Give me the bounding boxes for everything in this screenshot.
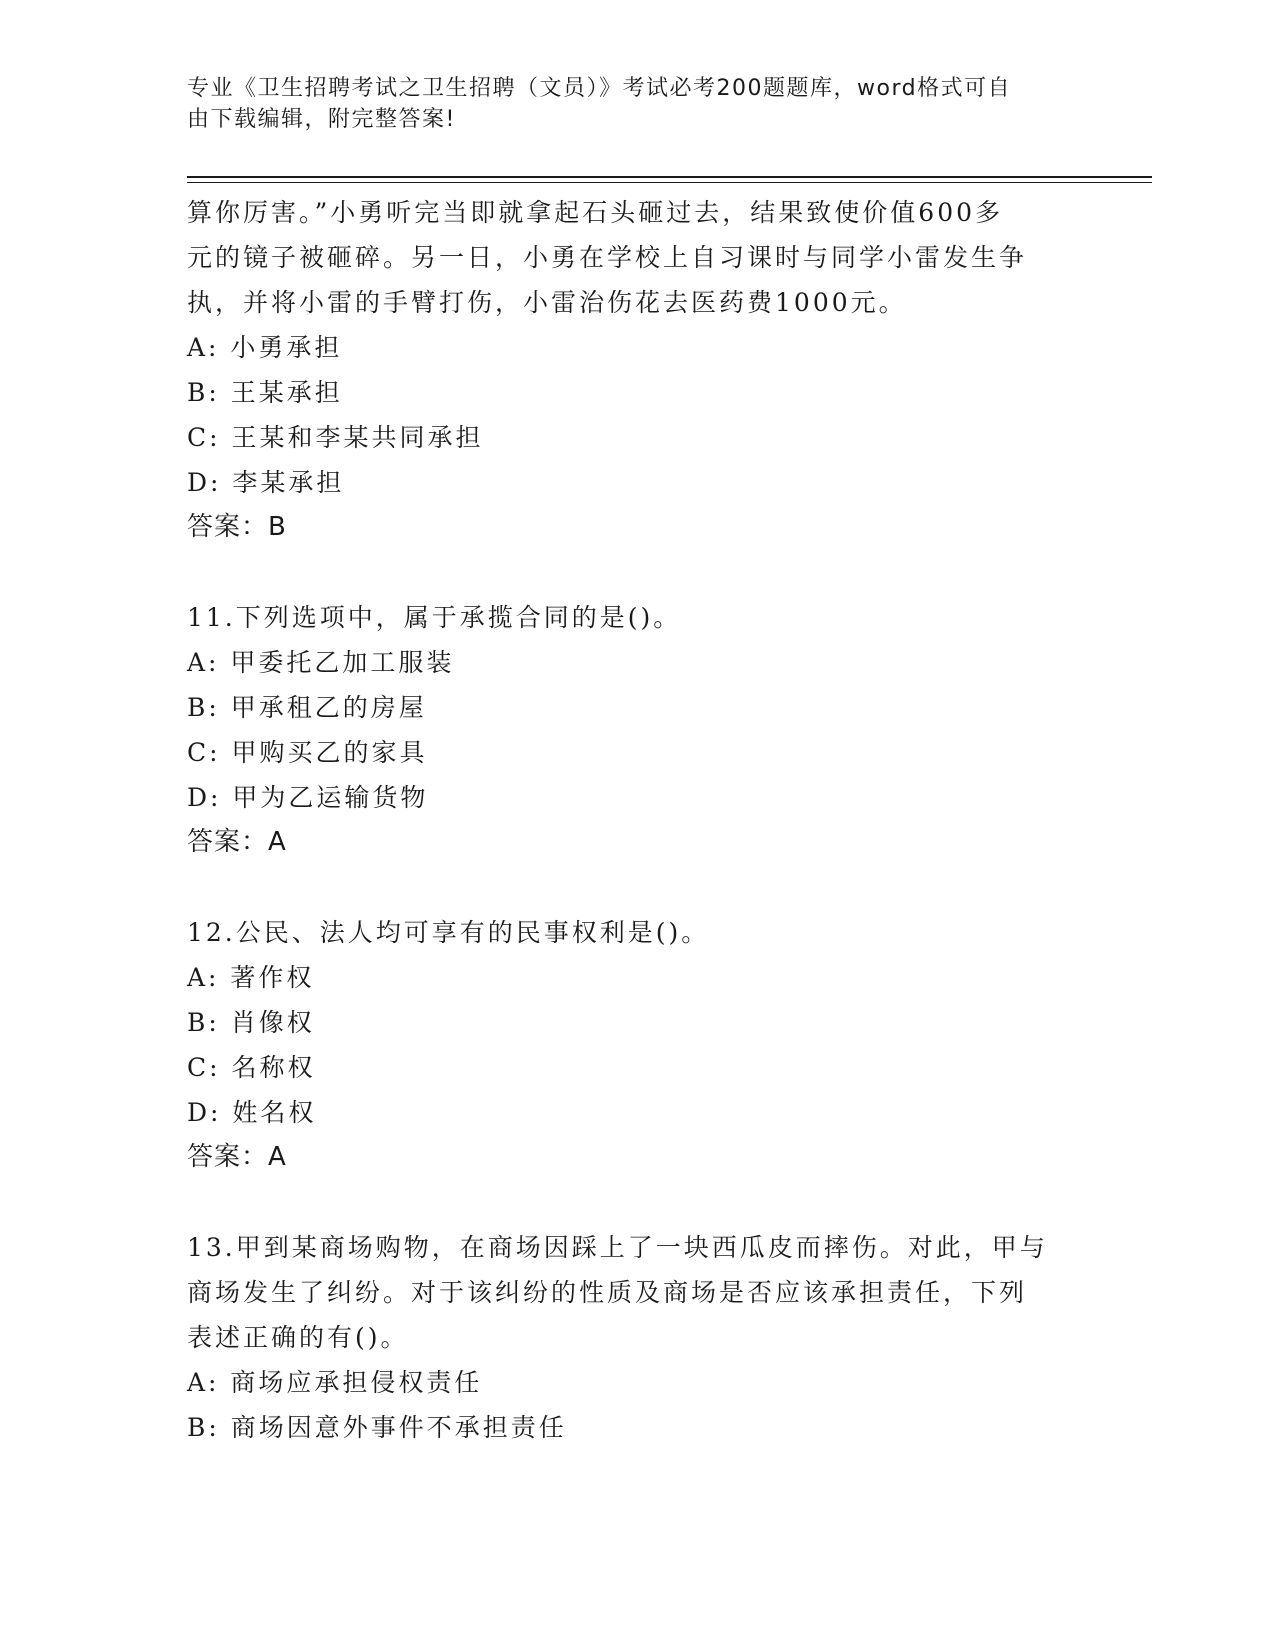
- option-d: D: 李某承担: [187, 468, 345, 497]
- question-stem-line: 元的镜子被砸碎。另一日，小勇在学校上自习课时与同学小雷发生争: [187, 243, 1028, 272]
- option-c: C: 甲购买乙的家具: [187, 738, 428, 767]
- question-stem-line: 11.下列选项中，属于承揽合同的是()。: [187, 603, 682, 632]
- option-b: B: 商场因意外事件不承担责任: [187, 1413, 567, 1442]
- document-body: [187, 190, 1087, 1450]
- answer-line: 答案：A: [187, 1142, 287, 1172]
- document-header: [187, 73, 1087, 135]
- question-stem-line: 表述正确的有()。: [187, 1323, 409, 1352]
- option-a: A: 商场应承担侵权责任: [187, 1368, 483, 1397]
- option-c: C: 名称权: [187, 1053, 316, 1082]
- question-12: [187, 910, 1087, 1180]
- question-stem-line: 算你厉害。”小勇听完当即就拿起石头砸过去，结果致使价值600多: [187, 198, 1004, 227]
- question-stem-line: 12.公民、法人均可享有的民事权利是()。: [187, 918, 710, 947]
- header-title-line-2: 由下载编辑，附完整答案!: [187, 107, 456, 132]
- question-10: [187, 190, 1087, 550]
- header-title-line-1: 专业《卫生招聘考试之卫生招聘（文员）》考试必考200题题库，word格式可自: [187, 76, 1012, 101]
- answer-line: 答案：A: [187, 827, 287, 857]
- question-stem-line: 商场发生了纠纷。对于该纠纷的性质及商场是否应该承担责任，下列: [187, 1278, 1028, 1307]
- question-13: [187, 1225, 1087, 1450]
- option-b: B: 王某承担: [187, 378, 343, 407]
- option-a: A: 甲委托乙加工服装: [187, 648, 455, 677]
- header-divider-thick: [187, 176, 1152, 178]
- question-stem-line: 执，并将小雷的手臂打伤，小雷治伤花去医药费1000元。: [187, 288, 907, 317]
- option-b: B: 甲承租乙的房屋: [187, 693, 427, 722]
- option-c: C: 王某和李某共同承担: [187, 423, 484, 452]
- option-a: A: 著作权: [187, 963, 315, 992]
- option-d: D: 甲为乙运输货物: [187, 783, 429, 812]
- option-a: A: 小勇承担: [187, 333, 343, 362]
- option-d: D: 姓名权: [187, 1098, 317, 1127]
- question-stem-line: 13.甲到某商场购物，在商场因踩上了一块西瓜皮而摔伤。对此，甲与: [187, 1233, 1048, 1262]
- header-divider-thin: [187, 182, 1152, 183]
- question-11: [187, 595, 1087, 865]
- answer-line: 答案：B: [187, 512, 287, 542]
- option-b: B: 肖像权: [187, 1008, 315, 1037]
